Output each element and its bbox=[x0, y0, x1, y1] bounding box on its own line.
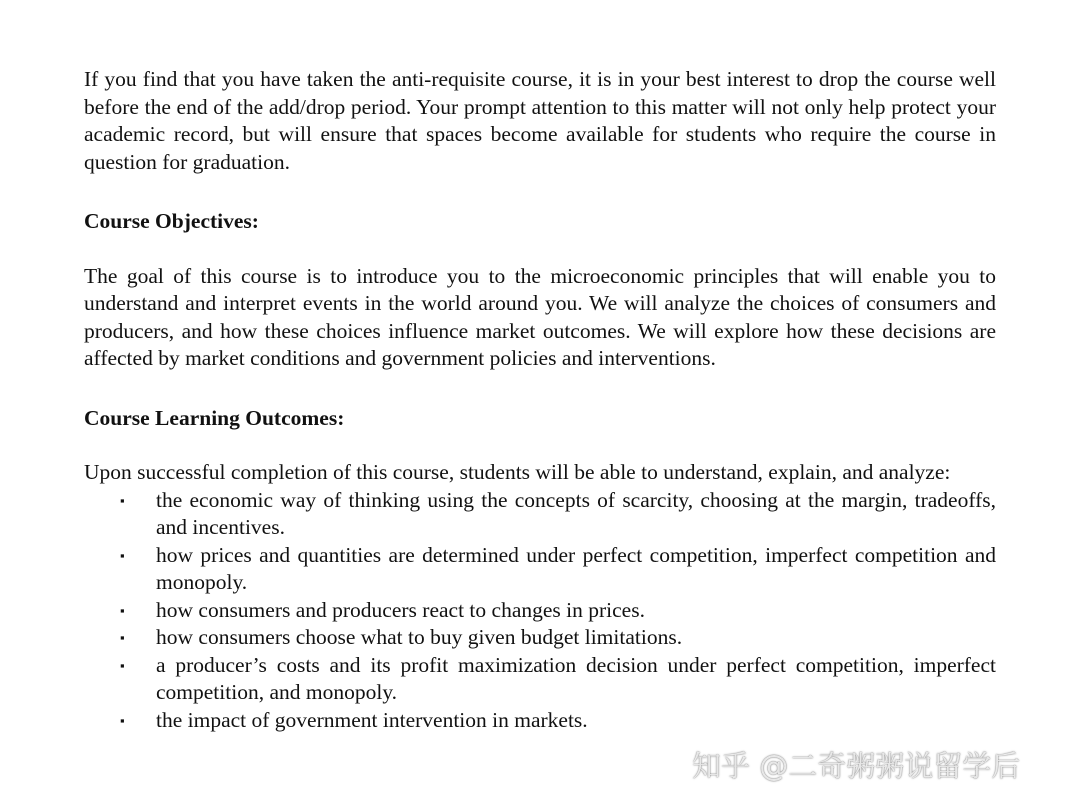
square-bullet-icon: ▪ bbox=[120, 657, 125, 673]
list-item-text: how prices and quantities are determined under perfect competition, imperfect competition and monopoly. bbox=[156, 542, 996, 594]
list-item bbox=[84, 624, 996, 652]
objectives-heading: Course Objectives: bbox=[84, 209, 259, 233]
square-bullet-icon: ▪ bbox=[120, 492, 125, 508]
square-bullet-icon: ▪ bbox=[120, 602, 125, 618]
square-bullet-icon: ▪ bbox=[120, 547, 125, 563]
document-page bbox=[84, 66, 996, 734]
square-bullet-icon: ▪ bbox=[120, 630, 125, 645]
intro-paragraph: If you find that you have taken the anti-requisite course, it is in your best interest to drop the course well before the end of the add/drop period. Your prompt attention to this matter will not only help protect your academic record, but will ensure that spaces become available for students who require the course in question for graduation. bbox=[84, 67, 996, 174]
list-item-text: the economic way of thinking using the concepts of scarcity, choosing at the margin, tradeoffs, and incentives. bbox=[156, 487, 996, 539]
list-item bbox=[84, 707, 996, 735]
outcomes-heading: Course Learning Outcomes: bbox=[84, 405, 345, 430]
outcomes-list bbox=[84, 487, 996, 735]
list-item-text: how consumers choose what to buy given budget limitations. bbox=[156, 625, 683, 649]
list-item bbox=[84, 542, 996, 597]
list-item-text: the impact of government intervention in markets. bbox=[156, 707, 588, 732]
list-item bbox=[84, 652, 996, 707]
list-item bbox=[84, 597, 996, 625]
square-bullet-icon: ▪ bbox=[120, 712, 125, 728]
outcomes-intro: Upon successful completion of this course, students will be able to understand, explain, and analyze: bbox=[84, 460, 951, 484]
objectives-paragraph: The goal of this course is to introduce you to the microeconomic principles that will enable you to understand and interpret events in the world around you. We will analyze the choices of consumers and producers, and how these choices influence market outcomes. We will explore how these decisions are affected by market conditions and government policies and interventions. bbox=[84, 263, 996, 370]
watermark-text: 知乎 @二奇粥粥说留学后 bbox=[692, 749, 1021, 783]
list-item-text: a producer’s costs and its profit maximization decision under perfect competition, imperfect competition, and monopoly. bbox=[156, 652, 996, 704]
list-item bbox=[84, 487, 996, 542]
list-item-text: how consumers and producers react to changes in prices. bbox=[156, 597, 645, 622]
